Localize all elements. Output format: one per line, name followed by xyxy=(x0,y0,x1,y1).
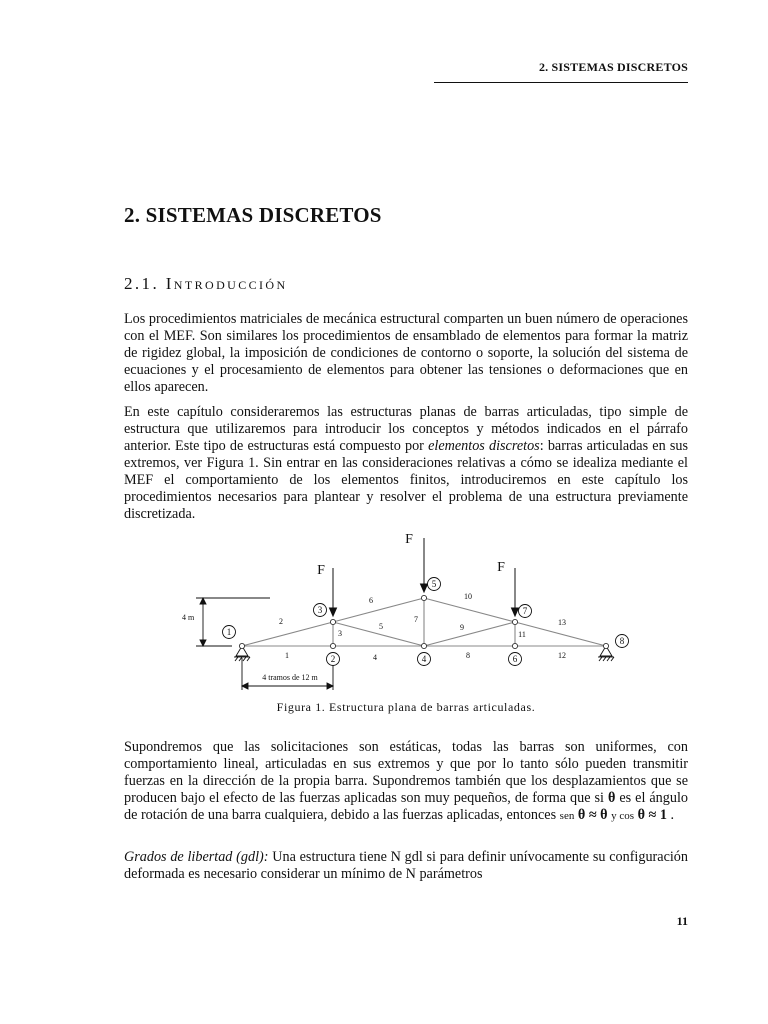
arrowhead-icon xyxy=(242,683,248,689)
page-number: 11 xyxy=(676,914,688,928)
bar-label: 11 xyxy=(518,630,526,639)
joint xyxy=(603,643,608,648)
bar-label: 5 xyxy=(379,622,383,631)
theta-symbol: θ xyxy=(607,790,616,806)
node-label: 6 xyxy=(512,654,518,664)
bar-6 xyxy=(333,598,424,622)
truss-diagram xyxy=(170,528,640,698)
bar-9 xyxy=(424,622,515,646)
paragraph-intro: Los procedimientos matriciales de mecánica estructural comparten un buen número de operaciones con el MEF. Son similares los procedimientos de ensamblado de elementos para formar la matriz de rigidez global, la imposición de condiciones de contorno o soporte, la solución del sistema de ecuaciones y el procesamiento de elementos para obtener las tensiones o deformaciones que en ellos aparecen. xyxy=(124,311,688,395)
bar-label: 10 xyxy=(464,592,472,601)
math-sen-approx: θ ≈ θ xyxy=(574,807,612,823)
paragraph-text: : barras articuladas en sus extremos, ver Figura 1. Sin entrar en las consideraciones relativas a cómo se idealiza mediante el MEF el comportamiento de los elementos finitos, introduciremos en este capítulo los procedimientos necesarios para plantear y resolver el problema de una estructura previamente discretizada. xyxy=(124,438,688,522)
bar-label: 7 xyxy=(414,615,418,624)
header-rule xyxy=(434,82,688,83)
paragraph-text: Supondremos que las solicitaciones son estáticas, todas las barras son uniformes, con comportamiento lineal, articuladas en sus extremos y que por lo tanto sólo pueden transmitir fuerzas en la dirección de la propia barra. Supondremos también que los desplazamientos que se producen bajo el efecto de las fuerzas aplicadas son muy pequeños, de forma que si xyxy=(124,739,688,806)
node-label: 8 xyxy=(619,636,625,646)
span-label: 4 tramos de 12 m xyxy=(262,673,318,682)
math-cos-approx: θ ≈ 1 xyxy=(634,807,667,823)
node-label: 2 xyxy=(330,654,336,664)
bar-label: 4 xyxy=(373,653,377,662)
joint xyxy=(421,643,426,648)
paragraph-text: En este capítulo consideraremos las estructuras planas de barras articuladas, tipo simple de estructura que utilizaremos para introducir los conceptos y métodos indicados en el párrafo anterior. Este tipo de estructuras está compuesto por xyxy=(124,404,688,454)
emphasis-text: elementos discretos xyxy=(428,438,540,454)
joint xyxy=(239,643,244,648)
paragraph-dof xyxy=(124,849,688,883)
height-label: 4 m xyxy=(182,613,195,622)
math-sen: sen xyxy=(559,810,575,822)
arrowhead-icon xyxy=(512,608,519,616)
paragraph-text: es el ángulo de rotación de una barra cualquiera, debido a las fuerzas aplicadas, entonces xyxy=(124,790,688,823)
force-label: F xyxy=(317,563,325,578)
running-header: 2. SISTEMAS DISCRETOS xyxy=(538,60,688,74)
arrowhead-icon xyxy=(330,608,337,616)
node-label: 3 xyxy=(317,605,323,615)
bar-10 xyxy=(424,598,515,622)
bar-label: 13 xyxy=(558,618,566,627)
bar-label: 2 xyxy=(279,617,283,626)
bar-label: 1 xyxy=(285,651,289,660)
math-and: y xyxy=(611,810,620,822)
dof-term: Grados de libertad (gdl): xyxy=(124,849,269,865)
chapter-title: 2. SISTEMAS DISCRETOS xyxy=(124,203,382,227)
node-label: 7 xyxy=(522,606,528,616)
truss-figure xyxy=(170,528,640,698)
math-cos: cos xyxy=(619,810,635,822)
joint xyxy=(512,643,517,648)
bar-label: 6 xyxy=(369,596,373,605)
joint xyxy=(512,619,517,624)
paragraph-text: . xyxy=(667,807,675,823)
paragraph-structures xyxy=(124,404,688,523)
arrowhead-icon xyxy=(200,640,206,646)
figure-caption: Figura 1. Estructura plana de barras articuladas. xyxy=(276,700,536,714)
bar-label: 3 xyxy=(338,629,342,638)
joint xyxy=(330,619,335,624)
bar-label: 12 xyxy=(558,651,566,660)
force-label: F xyxy=(497,560,505,575)
bar-label: 9 xyxy=(460,623,464,632)
paragraph-text: Una estructura tiene N gdl si para definir unívocamente su configuración deformada es necesario considerar un mínimo de N parámetros xyxy=(124,849,688,882)
arrowhead-icon xyxy=(200,598,206,604)
arrowhead-icon xyxy=(421,584,428,592)
arrowhead-icon xyxy=(327,683,333,689)
section-title: 2.1. Introducción xyxy=(124,274,288,293)
node-label: 1 xyxy=(226,627,232,637)
node-label: 5 xyxy=(431,579,437,589)
joint xyxy=(421,595,426,600)
bar-2 xyxy=(242,622,333,646)
bar-label: 8 xyxy=(466,651,470,660)
force-label: F xyxy=(405,532,413,547)
joint xyxy=(330,643,335,648)
paragraph-assumptions xyxy=(124,739,688,825)
node-label: 4 xyxy=(421,654,427,664)
